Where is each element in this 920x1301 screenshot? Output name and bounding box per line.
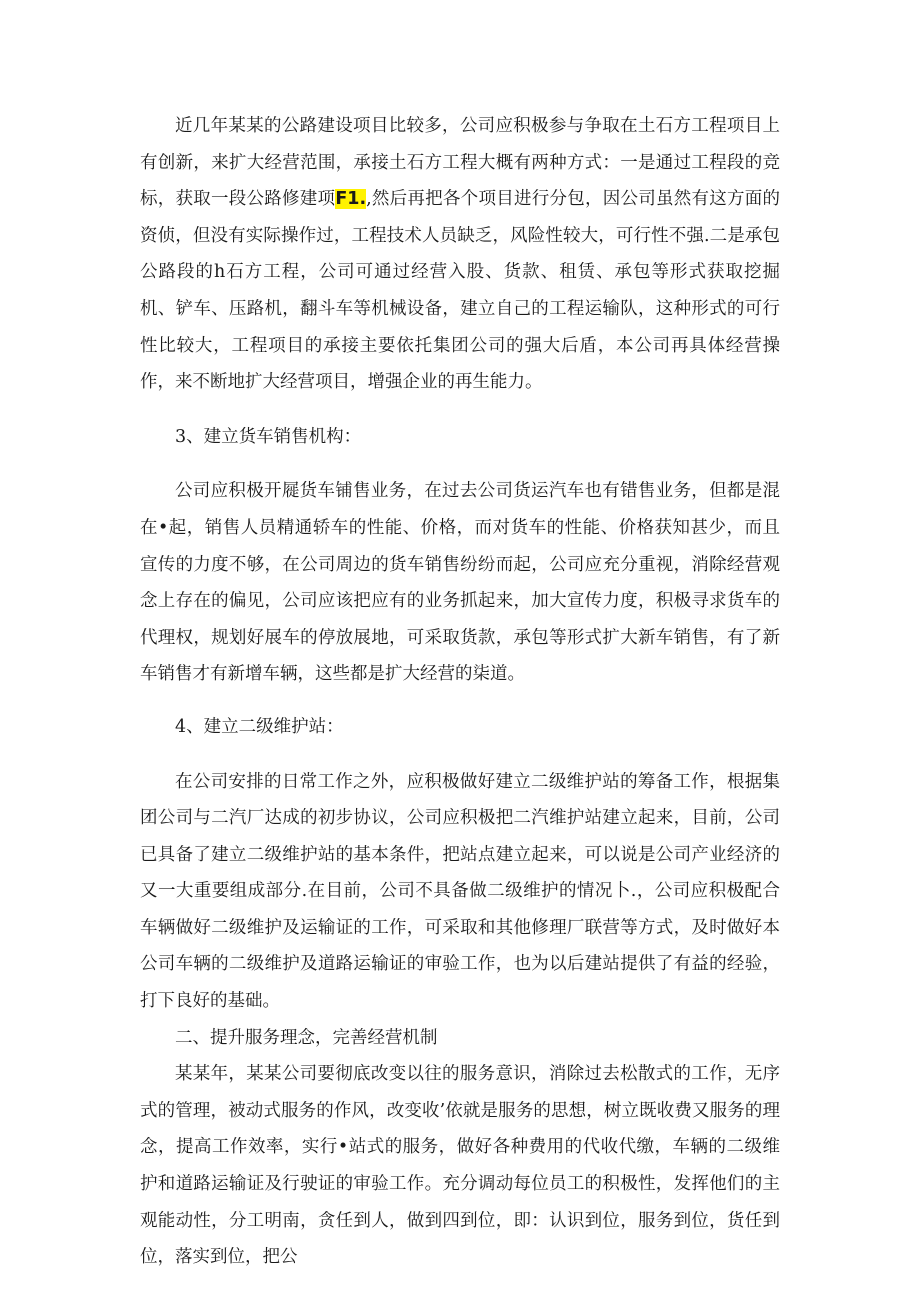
paragraph-earthwork-text-before: 近几年某某的公路建设项目比较多，公司应积极参与争取在土石方工程项目上有创新，来扩大经营范围，承接土石方工程大概有两种方式：一是通过工程段的竞标，获取一段公路修建项 <box>140 116 780 210</box>
paragraph-service: 某某年，某某公司要彻底改变以往的服务意识，消除过去松散式的工作，无序式的管理，被动式服务的作风，改变收’依就是服务的思想，树立既收费又服务的理念，提高工作效率，实行•站式的服务，做好各种费用的代收代缴，车辆的二级维护和道路运输证及行驶证的审验工作。充分调动每位员工的积极性，发挥他们的主观能动性，分工明南，贪任到人，做到四到位，即：认识到位，服务到位，货任到位，落实到位，把公 <box>140 1064 780 1268</box>
document-page <box>140 108 780 1276</box>
paragraph-maintenance-station: 在公司安排的日常工作之外，应积极做好建立二级维护站的筹备工作，根据集团公司与二汽厂达成的初步协议，公司应积极把二汽维护站建立起来，目前，公司已具备了建立二级维护站的基本条件，把站点建立起来，可以说是公司产业经济的又一大重要组成部分.在目前，公司不具备做二级维护的情况卜.，公司应积极配合车辆做好二级维护及运输证的工作，可采取和其他修理厂联营等方式，及时做好本公司车辆的二级维护及道路运输证的审验工作，也为以后建站提供了有益的经验，打下良好的基础。 <box>140 771 780 1012</box>
section-heading-service: 二、提升服务理念，完善经营机制 <box>175 1027 438 1048</box>
heading-maintenance-station: 4、建立二级维护站： <box>175 716 344 737</box>
paragraph-earthwork <box>140 108 780 401</box>
highlighted-text: F1. <box>335 189 367 210</box>
paragraph-truck-sales: 公司应积极开屣货车铺售业务，在过去公司货运汽车也有错售业务，但都是混在•起，销售人员精通轿车的性能、价格，而对货车的性能、价格获知甚少，而且宣传的力度不够，在公司周边的货车销售纷纷而起，公司应充分重视，消除经营观念上存在的偏见，公司应该把应有的业务抓起来，加大宣传力度，积极寻求货车的代理权，规划好展车的停放展地，可采取货款，承包等形式扩大新车销售，有了新车销售才有新增车辆，这些都是扩大经营的柒道。 <box>140 481 780 685</box>
paragraph-earthwork-text-after: ,然后再把各个项目进行分包，因公司虽然有这方面的资侦，但没有实际操作过，工程技术人员缺乏，风险性较大，可行性不强.二是承包公路段的h石方工程，公司可通过经营入股、货款、租赁、承包等形式获取挖掘机、铲车、压路机，翻斗车等机械设备，建立自己的工程运输队，这种形式的可行性比较大，工程项目的承接主要依托集团公司的强大后盾，本公司再具体经营操作，来不断地扩大经营项目，增强企业的再生能力。 <box>140 189 781 393</box>
heading-truck-sales: 3、建立货车销售机构： <box>175 426 362 447</box>
